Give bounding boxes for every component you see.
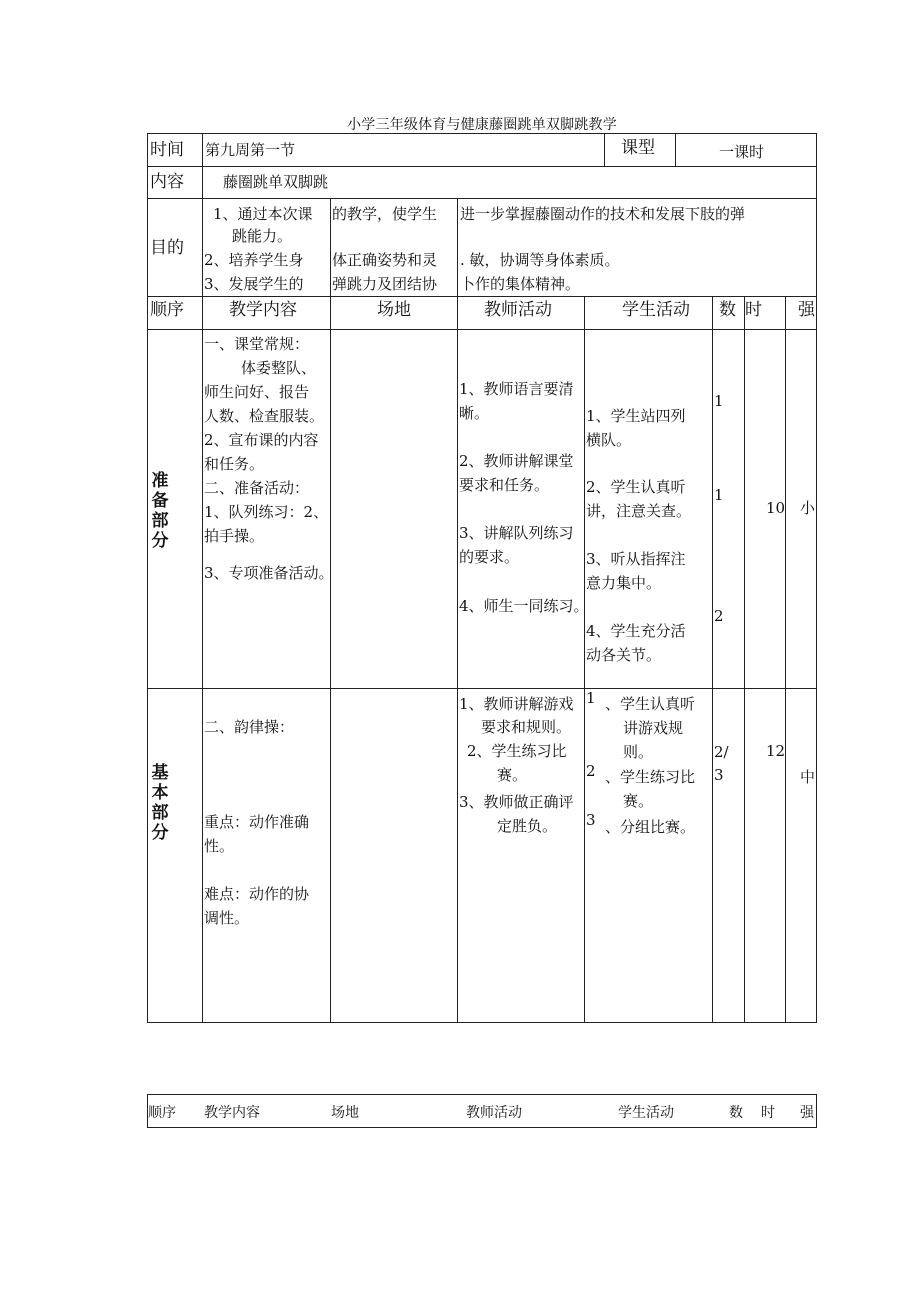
- footer-header-content: 教学内容: [204, 1105, 260, 1121]
- basic-section-label: [150, 763, 170, 843]
- rule: [147, 1022, 817, 1023]
- label-char: 基: [151, 763, 169, 783]
- basic-teacher-line: 定胜负。: [497, 817, 558, 835]
- rule: [712, 296, 713, 1023]
- header-order: 顺序: [150, 300, 184, 320]
- prep-teacher-line: 1、教师语言要清: [459, 380, 574, 398]
- basic-intensity: 中: [800, 768, 816, 786]
- header-count: 数: [719, 300, 736, 320]
- footer-header-venue: 场地: [331, 1105, 359, 1121]
- prep-student-line: 1、学生站四列: [586, 407, 686, 425]
- basic-teacher-line: 2、学生练习比: [467, 742, 567, 760]
- prep-student-line: 2、学生认真听: [586, 478, 686, 496]
- footer-header-count: 数: [729, 1105, 743, 1121]
- goal-label: 目的: [150, 238, 184, 258]
- prep-teacher-line: 要求和任务。: [459, 476, 550, 494]
- rule: [744, 296, 745, 1023]
- basic-student-line: 、学生认真听: [605, 695, 696, 713]
- rule: [147, 133, 148, 1023]
- prep-content-line: 师生问好、报告: [204, 383, 310, 401]
- prep-teacher-line: 2、教师讲解课堂: [459, 452, 574, 470]
- basic-count: 3: [714, 766, 724, 784]
- label-char: 本: [151, 783, 169, 803]
- basic-student-num: 2: [586, 762, 596, 780]
- rule: [816, 1094, 817, 1128]
- rule: [147, 198, 817, 199]
- prep-teacher-line: 3、讲解队列练习: [459, 524, 574, 542]
- basic-teacher-line: 赛。: [497, 766, 528, 784]
- rule: [816, 133, 817, 1023]
- rule: [584, 296, 585, 1023]
- basic-student-line: 、分组比赛。: [605, 818, 696, 836]
- prep-content-line: 3、专项准备活动。: [204, 564, 334, 582]
- footer-header-intensity: 强: [800, 1105, 814, 1121]
- rule: [147, 133, 817, 134]
- lesson-plan-table: [147, 133, 817, 1023]
- footer-header-time: 时: [761, 1105, 775, 1121]
- rule: [147, 166, 817, 167]
- footer-header-teacher: 教师活动: [466, 1105, 522, 1121]
- basic-student-line: 赛。: [623, 792, 654, 810]
- goal-line: 3、发展学生的: [204, 275, 304, 293]
- rule: [330, 296, 331, 1023]
- rule: [785, 296, 786, 1023]
- header-content: 教学内容: [229, 300, 297, 320]
- footer-header-order: 顺序: [148, 1105, 176, 1121]
- prep-time: 10: [766, 499, 786, 517]
- basic-student-line: 讲游戏规: [623, 719, 684, 737]
- rule: [457, 296, 458, 1023]
- prep-student-line: 横队。: [586, 431, 632, 449]
- basic-student-line: 则。: [623, 743, 654, 761]
- content-label: 内容: [150, 172, 184, 192]
- goal-line: 进一步掌握藤圈动作的技术和发展下肢的弹: [460, 205, 746, 223]
- basic-content-title: 二、韵律操：: [204, 718, 295, 736]
- prep-content-line: 二、准备活动：: [204, 479, 310, 497]
- goal-line: 跳能力。: [232, 227, 293, 245]
- header-teacher: 教师活动: [484, 300, 552, 320]
- header-student: 学生活动: [622, 300, 690, 320]
- key-point-line: 性。: [204, 837, 235, 855]
- header-time: 时: [745, 300, 762, 320]
- label-char: 备: [151, 491, 169, 511]
- label-char: 部: [151, 803, 169, 823]
- rule: [330, 198, 331, 296]
- difficulty-line: 调性。: [204, 909, 250, 927]
- basic-teacher-line: 3、教师做正确评: [459, 793, 574, 811]
- label-char: 准: [151, 471, 169, 491]
- rule: [457, 198, 458, 296]
- prep-intensity: 小: [800, 499, 816, 517]
- rule: [147, 1127, 817, 1128]
- prep-teacher-line: 晰。: [459, 404, 490, 422]
- goal-line: 1、通过本次课: [213, 205, 313, 223]
- prep-student-line: 动各关节。: [586, 646, 662, 664]
- prep-student-line: 3、听从指挥注: [586, 550, 686, 568]
- next-page-header-table: [147, 1094, 817, 1128]
- header-venue: 场地: [377, 300, 411, 320]
- prep-teacher-line: 4、师生一同练习。: [459, 597, 589, 615]
- rule: [675, 133, 676, 166]
- header-intensity: 强: [798, 300, 815, 320]
- prep-student-line: 意力集中。: [586, 574, 662, 592]
- time-value: 第九周第一节: [205, 141, 296, 159]
- prep-section-label: [150, 471, 170, 551]
- goal-line: 卜作的集体精神。: [460, 275, 581, 293]
- basic-student-num: 3: [586, 811, 596, 829]
- lesson-type-value: 一课时: [719, 143, 765, 161]
- lesson-type-label: 课型: [621, 138, 655, 158]
- prep-content-line: 1、队列练习：2、: [204, 503, 329, 521]
- rule: [147, 688, 817, 689]
- prep-content-line: 体委整队、: [241, 359, 317, 377]
- rule: [604, 133, 605, 166]
- label-char: 分: [151, 531, 169, 551]
- prep-content-line: 人数、检查服装。: [204, 407, 325, 425]
- prep-count: 1: [714, 486, 724, 504]
- prep-count: 2: [714, 607, 724, 625]
- prep-content-line: 和任务。: [204, 455, 265, 473]
- prep-student-line: 讲，注意关查。: [586, 502, 692, 520]
- prep-count: 1: [714, 392, 724, 410]
- basic-time: 12: [766, 742, 786, 760]
- prep-content-line: 2、宣布课的内容: [204, 431, 319, 449]
- goal-line: 体正确姿势和灵: [332, 251, 438, 269]
- rule: [147, 296, 817, 297]
- goal-line: 的教学，使学生: [332, 205, 438, 223]
- rule: [147, 1094, 817, 1095]
- basic-teacher-line: 要求和规则。: [481, 718, 572, 736]
- prep-content-line: 拍手操。: [204, 527, 265, 545]
- prep-content-line: 一、课堂常规：: [204, 335, 310, 353]
- document-title: 小学三年级体育与健康藤圈跳单双脚跳教学: [347, 117, 617, 133]
- time-label: 时间: [150, 140, 184, 160]
- basic-count: 2/: [714, 743, 729, 761]
- goal-line: 2、培养学生身: [204, 251, 304, 269]
- rule: [202, 133, 203, 1023]
- prep-student-line: 4、学生充分活: [586, 622, 686, 640]
- footer-header-student: 学生活动: [618, 1105, 674, 1121]
- key-point-line: 重点：动作准确: [204, 813, 310, 831]
- content-value: 藤圈跳单双脚跳: [223, 173, 329, 191]
- basic-teacher-line: 1、教师讲解游戏: [459, 695, 574, 713]
- basic-student-num: 1: [586, 689, 596, 707]
- prep-teacher-line: 的要求。: [459, 548, 520, 566]
- label-char: 分: [151, 823, 169, 843]
- basic-student-line: 、学生练习比: [605, 768, 696, 786]
- goal-line: . 敏，协调等身体素质。: [460, 251, 620, 269]
- label-char: 部: [151, 511, 169, 531]
- difficulty-line: 难点：动作的协: [204, 885, 310, 903]
- rule: [147, 329, 817, 330]
- goal-line: 弹跳力及团结协: [332, 275, 438, 293]
